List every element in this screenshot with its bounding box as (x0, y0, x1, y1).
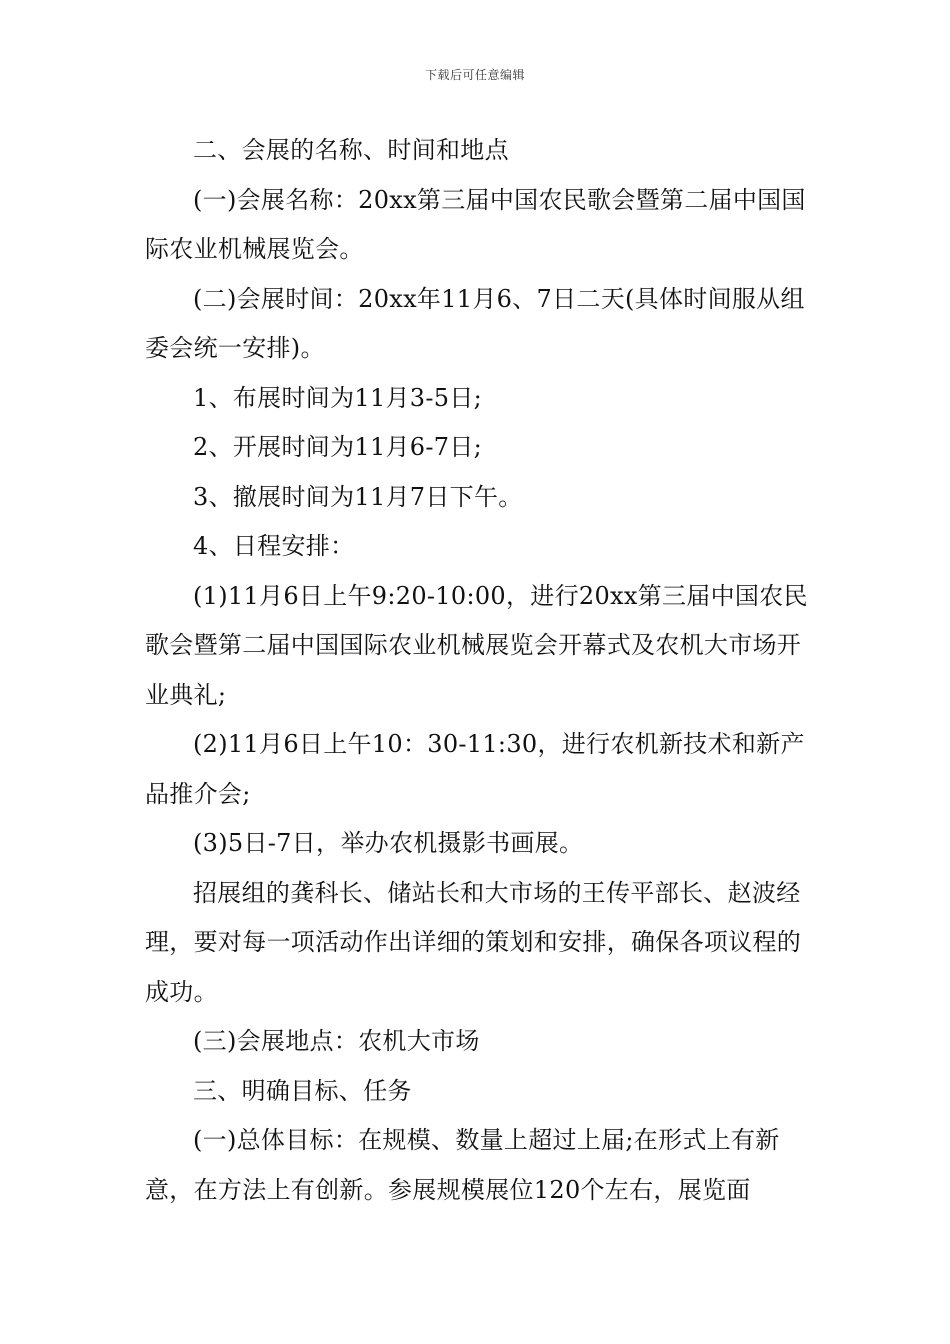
document-body (145, 126, 810, 1215)
paragraph-exhibition-name: (一)会展名称：20xx第三届中国农民歌会暨第二届中国国际农业机械展览会。 (145, 185, 806, 263)
paragraph-responsibility: 招展组的龚科长、储站长和大市场的王传平部长、赵波经理，要对每一项活动作出详细的策划和安排，确保各项议程的成功。 (145, 878, 802, 1006)
schedule-item-2: (2)11月6日上午10：30-11:30，进行农机新技术和新产品推介会; (145, 730, 805, 808)
section-heading-3: 三、明确目标、任务 (193, 1076, 412, 1105)
list-item-teardown-time: 3、撤展时间为11月7日下午。 (193, 482, 523, 511)
list-item-setup-time: 1、布展时间为11月3-5日; (193, 383, 483, 412)
schedule-item-1: (1)11月6日上午9:20-10:00，进行20xx第三届中国农民歌会暨第二届中国国际农业机械展览会开幕式及农机大市场开业典礼; (145, 581, 808, 709)
section-heading-2: 二、会展的名称、时间和地点 (193, 136, 509, 164)
list-item-open-time: 2、开展时间为11月6-7日; (193, 433, 483, 461)
paragraph-exhibition-time: (二)会展时间：20xx年11月6、7日二天(具体时间服从组委会统一安排)。 (145, 284, 805, 362)
header-note: 下载后可任意编辑 (424, 68, 525, 82)
paragraph-exhibition-location: (三)会展地点：农机大市场 (193, 1027, 480, 1055)
list-item-schedule: 4、日程安排： (193, 532, 355, 560)
paragraph-overall-goal: (一)总体目标：在规模、数量上超过上届;在形式上有新意，在方法上有创新。参展规模展位120个左右，展览面 (145, 1126, 780, 1204)
schedule-item-3: (3)5日-7日，举办农机摄影书画展。 (193, 829, 584, 857)
